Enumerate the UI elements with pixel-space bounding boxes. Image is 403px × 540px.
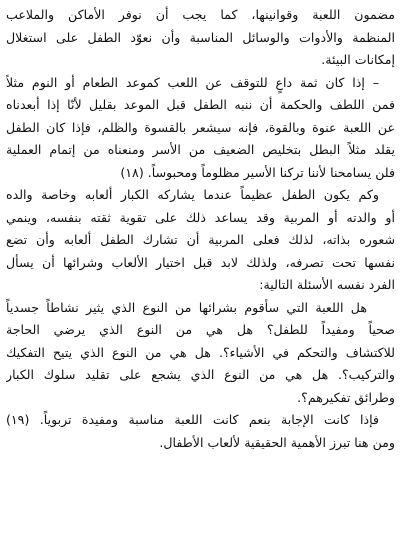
text-line: ومن هنا تبرز الأهمية الحقيقية لألعاب الأطفال. <box>159 434 395 450</box>
text-line: للاكتشاف والتحكم في الأشياء؟. هل هي من النوع الذي يتيح التفكيك <box>6 344 395 360</box>
text-line: نفسها تحت تصرفه، ولذلك لابد قبل اختيار الألعاب وشرائها أن يسأل <box>6 254 395 270</box>
text-line: فمن اللطف والحكمة أن ننبه الطفل قبل الموعد بقليل لأنّا إذا أبعدناه <box>6 97 395 112</box>
text-line: فإذا كانت الإجابة بنعم كانت اللعبة مناسبة ومفيدة تربوياً. (١٩) <box>6 412 379 427</box>
text-line: إمكانات البيئة. <box>321 52 395 67</box>
text-line: فلن يسامحنا لأننا تركنا الأسير مظلوماً ومحبوساً. (١٨) <box>120 164 395 180</box>
text-line: مضمون اللعبة وقوانينها، كما يجب أن نوفر الأماكن والملاعب <box>6 7 395 22</box>
text-line: وكم يكون الطفل عظيماً عندما يشاركه الكبار ألعابه وخاصة والده <box>6 187 379 202</box>
text-line: وطرائق تفكيرهم؟. <box>297 389 395 405</box>
text-line: المنظمة والأدوات والوسائل المناسبة وأن نعوّد الطفل على استغلال <box>6 29 395 45</box>
text-line: – إذا كان ثمة داعٍ للتوقف عن اللعب كموعد الطعام أو النوم مثلاً <box>6 74 379 90</box>
text-line: شعوره بذاته، لذلك فعلى المربية أن تشارك الطفل ألعابه وأن تضع <box>6 232 395 247</box>
text-line: يقلد مثلاً البطل بتخليص الضعيف من الأسر ومنعناه من إتمام العملية <box>6 142 395 157</box>
text-line: الفرد نفسه الأسئلة التالية: <box>259 277 395 292</box>
text-line: أو والدته أو المربية وقد يساعد ذلك على تقوية ثقته بنفسه، وينمي <box>6 209 395 225</box>
text-line: هل اللعبة التي سأقوم بشرائها من النوع الذي يثير نشاطاً جسدياً <box>6 299 367 315</box>
text-line: صحياً ومفيداً للطفل؟ هل هي من النوع الذي يرضي الحاجة <box>6 322 395 337</box>
text-line: عن اللعبة عنوة وبالقوة، فإنه سيشعر بالقسوة والظلم، فإذا كان الطفل <box>6 119 395 135</box>
text-line: والتركيب؟. هل هي من النوع الذي يشجع على تقليد سلوك الكبار <box>6 367 395 382</box>
